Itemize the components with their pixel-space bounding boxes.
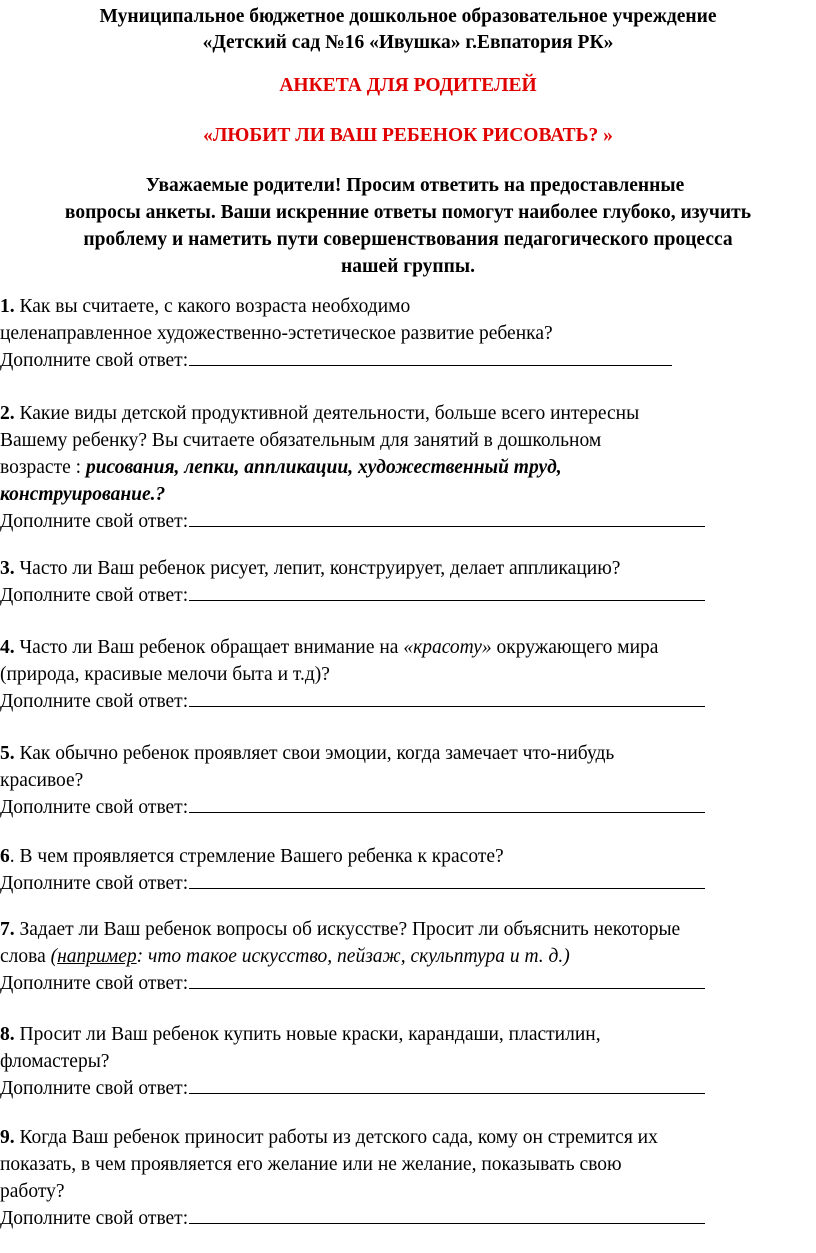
- answer-label: Дополните свой ответ:: [0, 873, 189, 894]
- question-text: 3. Часто ли Ваш ребенок рисует, лепит, конструирует, делает аппликацию?: [0, 558, 621, 579]
- question-5: [0, 740, 816, 821]
- question-text: 2. Какие виды детской продуктивной деятельности, больше всего интересны: [0, 403, 640, 424]
- question-text: 1. Как вы считаете, с какого возраста необходимо: [0, 296, 411, 317]
- intro-line: вопросы анкеты. Ваши искренние ответы помогут наиболее глубоко, изучить: [64, 202, 752, 223]
- answer-field[interactable]: [0, 582, 816, 609]
- answer-field[interactable]: [0, 508, 816, 535]
- question-text: 6. В чем проявляется стремление Вашего ребенка к красоте?: [0, 846, 504, 867]
- question-6: [0, 843, 816, 897]
- question-text: целенаправленное художественно-эстетическое развитие ребенка?: [0, 323, 553, 344]
- answer-label: Дополните свой ответ:: [0, 973, 189, 994]
- answer-label: Дополните свой ответ:: [0, 350, 189, 371]
- intro-line: Уважаемые родители! Просим ответить на предоставленные: [145, 175, 685, 196]
- answer-line[interactable]: [189, 583, 705, 601]
- question-number: 5.: [0, 743, 15, 764]
- answer-field[interactable]: [0, 1075, 816, 1102]
- intro-paragraph: [0, 172, 816, 280]
- question-number: 1.: [0, 296, 15, 317]
- question-text: слова (например: что такое искусство, пейзаж, скульптура и т. д.): [0, 946, 570, 967]
- survey-title: АНКЕТА ДЛЯ РОДИТЕЛЕЙ: [279, 75, 537, 96]
- answer-line[interactable]: [189, 795, 705, 813]
- question-number: 4.: [0, 637, 15, 658]
- question-text: 9. Когда Ваш ребенок приносит работы из детского сада, кому он стремится их: [0, 1127, 658, 1148]
- answer-field[interactable]: [0, 688, 816, 715]
- answer-field[interactable]: [0, 347, 816, 374]
- question-text: 5. Как обычно ребенок проявляет свои эмоции, когда замечает что-нибудь: [0, 743, 615, 764]
- question-1: [0, 293, 816, 374]
- answer-line[interactable]: [189, 971, 705, 989]
- question-text: красивое?: [0, 770, 84, 791]
- question-number: 7.: [0, 919, 15, 940]
- organization-name-line2: «Детский сад №16 «Ивушка» г.Евпатория РК»: [202, 32, 614, 53]
- answer-field[interactable]: [0, 1205, 816, 1232]
- answer-label: Дополните свой ответ:: [0, 1208, 189, 1229]
- question-text: (природа, красивые мелочи быта и т.д)?: [0, 664, 330, 685]
- question-7: [0, 916, 816, 997]
- question-3: [0, 555, 816, 609]
- question-number: 2.: [0, 403, 15, 424]
- answer-label: Дополните свой ответ:: [0, 797, 189, 818]
- question-text: 4. Часто ли Ваш ребенок обращает внимание на «красоту» окружающего мира: [0, 637, 659, 658]
- answer-line[interactable]: [189, 509, 705, 527]
- question-8: [0, 1021, 816, 1102]
- answer-label: Дополните свой ответ:: [0, 511, 189, 532]
- question-9: [0, 1124, 816, 1232]
- answer-field[interactable]: [0, 970, 816, 997]
- question-number: 3.: [0, 558, 15, 579]
- question-4: [0, 634, 816, 715]
- question-text: показать, в чем проявляется его желание или не желание, показывать свою: [0, 1154, 622, 1175]
- survey-subtitle: «ЛЮБИТ ЛИ ВАШ РЕБЕНОК РИСОВАТЬ? »: [203, 125, 613, 146]
- answer-line[interactable]: [189, 871, 705, 889]
- question-2: [0, 400, 816, 535]
- question-text: возрасте : рисования, лепки, аппликации, художественный труд,: [0, 457, 562, 478]
- answer-line[interactable]: [189, 1206, 705, 1224]
- question-text: 7. Задает ли Ваш ребенок вопросы об искусстве? Просит ли объяснить некоторые: [0, 919, 681, 940]
- question-number: 8.: [0, 1024, 15, 1045]
- question-text: работу?: [0, 1181, 65, 1202]
- answer-line[interactable]: [189, 1076, 705, 1094]
- question-number: 9.: [0, 1127, 15, 1148]
- organization-name-line1: Муниципальное бюджетное дошкольное образовательное учреждение: [99, 6, 717, 27]
- answer-line[interactable]: [189, 348, 672, 366]
- answer-field[interactable]: [0, 794, 816, 821]
- intro-line: нашей группы.: [341, 256, 475, 277]
- intro-line: проблему и наметить пути совершенствования педагогического процесса: [83, 229, 733, 250]
- answer-line[interactable]: [189, 689, 705, 707]
- question-text: конструирование.?: [0, 484, 166, 505]
- question-text: фломастеры?: [0, 1051, 110, 1072]
- answer-label: Дополните свой ответ:: [0, 585, 189, 606]
- question-text: Вашему ребенку? Вы считаете обязательным для занятий в дошкольном: [0, 430, 602, 451]
- question-number: 6: [0, 846, 10, 867]
- answer-field[interactable]: [0, 870, 816, 897]
- question-text: 8. Просит ли Ваш ребенок купить новые краски, карандаши, пластилин,: [0, 1024, 601, 1045]
- answer-label: Дополните свой ответ:: [0, 1078, 189, 1099]
- answer-label: Дополните свой ответ:: [0, 691, 189, 712]
